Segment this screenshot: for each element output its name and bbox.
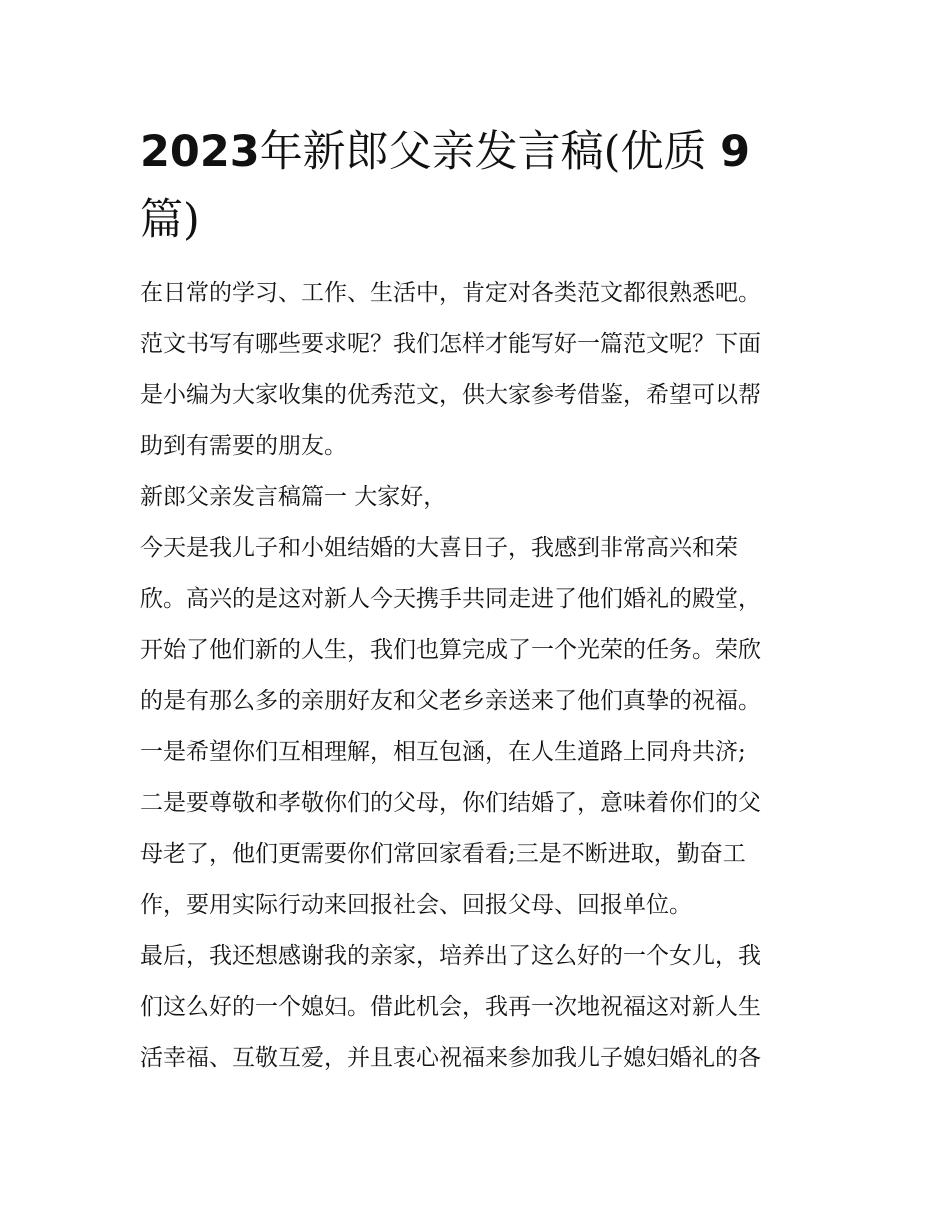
document-body [140, 268, 812, 1084]
title-count: 9 [720, 127, 751, 177]
body-line: 在日常的学习、工作、生活中，肯定对各类范文都很熟悉吧。 [140, 280, 761, 306]
title-line-1 [140, 118, 812, 186]
body-line: 开始了他们新的人生，我们也算完成了一个光荣的任务。荣欣 [140, 637, 761, 663]
title-line-2: 篇) [140, 195, 200, 245]
title-text: 年新郎父亲发言稿(优质 [259, 127, 721, 177]
body-line: 最后，我还想感谢我的亲家，培养出了这么好的一个女儿，我 [140, 943, 761, 969]
body-line: 范文书写有哪些要求呢？我们怎样才能写好一篇范文呢？下面 [140, 331, 761, 357]
body-line: 新郎父亲发言稿篇一 大家好， [140, 484, 447, 510]
body-line: 母老了，他们更需要你们常回家看看;三是不断进取，勤奋工 [140, 841, 746, 867]
body-line: 一是希望你们互相理解，相互包涵，在人生道路上同舟共济; [140, 739, 746, 765]
body-line: 今天是我儿子和小姐结婚的大喜日子，我感到非常高兴和荣 [140, 535, 738, 561]
body-line: 助到有需要的朋友。 [140, 433, 347, 459]
body-line: 是小编为大家收集的优秀范文，供大家参考借鉴，希望可以帮 [140, 382, 761, 408]
body-line: 欣。高兴的是这对新人今天携手共同走进了他们婚礼的殿堂， [140, 586, 761, 612]
document-page [140, 118, 812, 1084]
document-title [140, 118, 812, 254]
body-line: 的是有那么多的亲朋好友和父老乡亲送来了他们真挚的祝福。 [140, 688, 761, 714]
title-year: 2023 [140, 127, 260, 177]
body-line: 们这么好的一个媳妇。借此机会，我再一次地祝福这对新人生 [140, 994, 761, 1020]
body-line: 活幸福、互敬互爱，并且衷心祝福来参加我儿子媳妇婚礼的各 [140, 1045, 761, 1071]
body-line: 作，要用实际行动来回报社会、回报父母、回报单位。 [140, 892, 692, 918]
body-line: 二是要尊敬和孝敬你们的父母，你们结婚了，意味着你们的父 [140, 790, 761, 816]
